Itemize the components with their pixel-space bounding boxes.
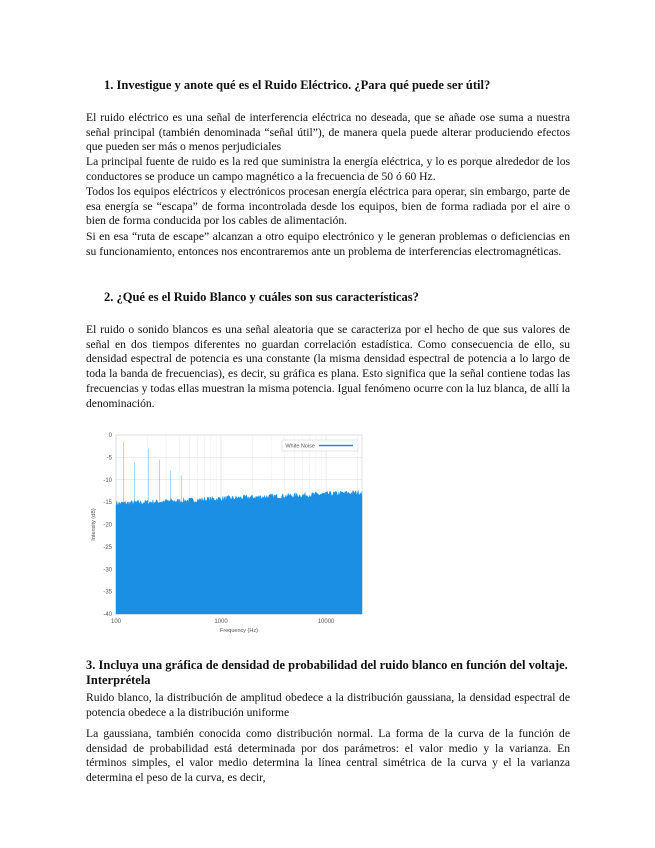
x-tick-label: 1000 xyxy=(214,619,228,625)
x-tick-label: 100 xyxy=(110,619,122,625)
x-tick-label: 10000 xyxy=(317,619,335,625)
section-2-heading: 2. ¿Qué es el Ruido Blanco y cuáles son sus características? xyxy=(104,290,419,304)
legend-label: White Noise xyxy=(285,443,315,450)
y-tick-label: -25 xyxy=(103,544,112,551)
y-tick-label: -35 xyxy=(103,589,112,596)
section-3-paragraph-2: La gaussiana, también conocida como distribución normal. La forma de la curva de la función de densidad de probabilidad está determinada por dos parámetros: el valor medio y la varianza. En términos simples, el valor medio determina la línea central simétrica de la curva y el la varianza determina el peso de la curva, es decir, xyxy=(86,727,570,785)
y-tick-label: -30 xyxy=(103,567,112,574)
section-2-paragraph-1: El ruido o sonido blancos es una señal aleatoria que se caracteriza por el hecho de que sus valores de señal en dos tiempos diferentes no guardan correlación estadística. Como consecuencia de ello, su densidad espectral de potencia es una constante (la misma densidad espectral de potencia a lo largo de toda la banda de frecuencias), es decir, su gráfica es plana. Esto significa que la señal contiene todas las frecuencias y todas ellas muestran la misma potencia. Igual fenómeno ocurre con la luz blanca, de allí la denominación. xyxy=(86,323,570,410)
white-noise-spectrum-chart xyxy=(86,425,376,640)
y-tick-label: -5 xyxy=(106,455,112,462)
y-tick-label: -20 xyxy=(103,522,112,529)
y-tick-label: 0 xyxy=(108,433,112,439)
section-1-paragraph-4: Si en esa “ruta de escape” alcanzan a otro equipo electrónico y le generan problemas o deficiencias en su funcionamiento, entonces nos encontraremos ante un problema de interferencias electromagnéticas. xyxy=(86,230,570,258)
section-3-heading: 3. Incluya una gráfica de densidad de probabilidad del ruido blanco en función del voltaje. Interprétela xyxy=(86,658,568,687)
white-noise-series-area xyxy=(116,490,362,614)
section-1-heading: 1. Investigue y anote qué es el Ruido Eléctrico. ¿Para qué puede ser útil? xyxy=(104,78,491,92)
y-axis-label: Intensity (dB) xyxy=(91,508,97,541)
section-1-paragraph-1: El ruido eléctrico es una señal de interferencia eléctrica no deseada, que se añade ose suma a nuestra señal principal (también denominada “señal útil”), de manera quela puede alterar produciendo efectos que pueden ser más o menos perjudiciales xyxy=(86,111,570,154)
y-tick-label: -40 xyxy=(103,612,112,618)
section-3-paragraph-1: Ruido blanco, la distribución de amplitud obedece a la distribución gaussiana, la densidad espectral de potencia obedece a la distribución uniforme xyxy=(86,691,570,719)
x-axis-label: Frequency (Hz) xyxy=(220,628,258,634)
section-1-paragraph-2: La principal fuente de ruido es la red que suministra la energía eléctrica, y lo es porque alrededor de los conductores se produce un campo magnético a la frecuencia de 50 ó 60 Hz. xyxy=(86,155,570,183)
y-tick-label: -10 xyxy=(103,477,112,484)
y-tick-label: -15 xyxy=(103,500,112,507)
section-1-paragraph-3: Todos los equipos eléctricos y electrónicos procesan energía eléctrica para operar, sin embargo, parte de esa energía se “escapa” de forma incontrolada desde los equipos, bien de forma radiada por el aire o bien de forma conducida por los cables de alimentación. xyxy=(86,185,570,228)
